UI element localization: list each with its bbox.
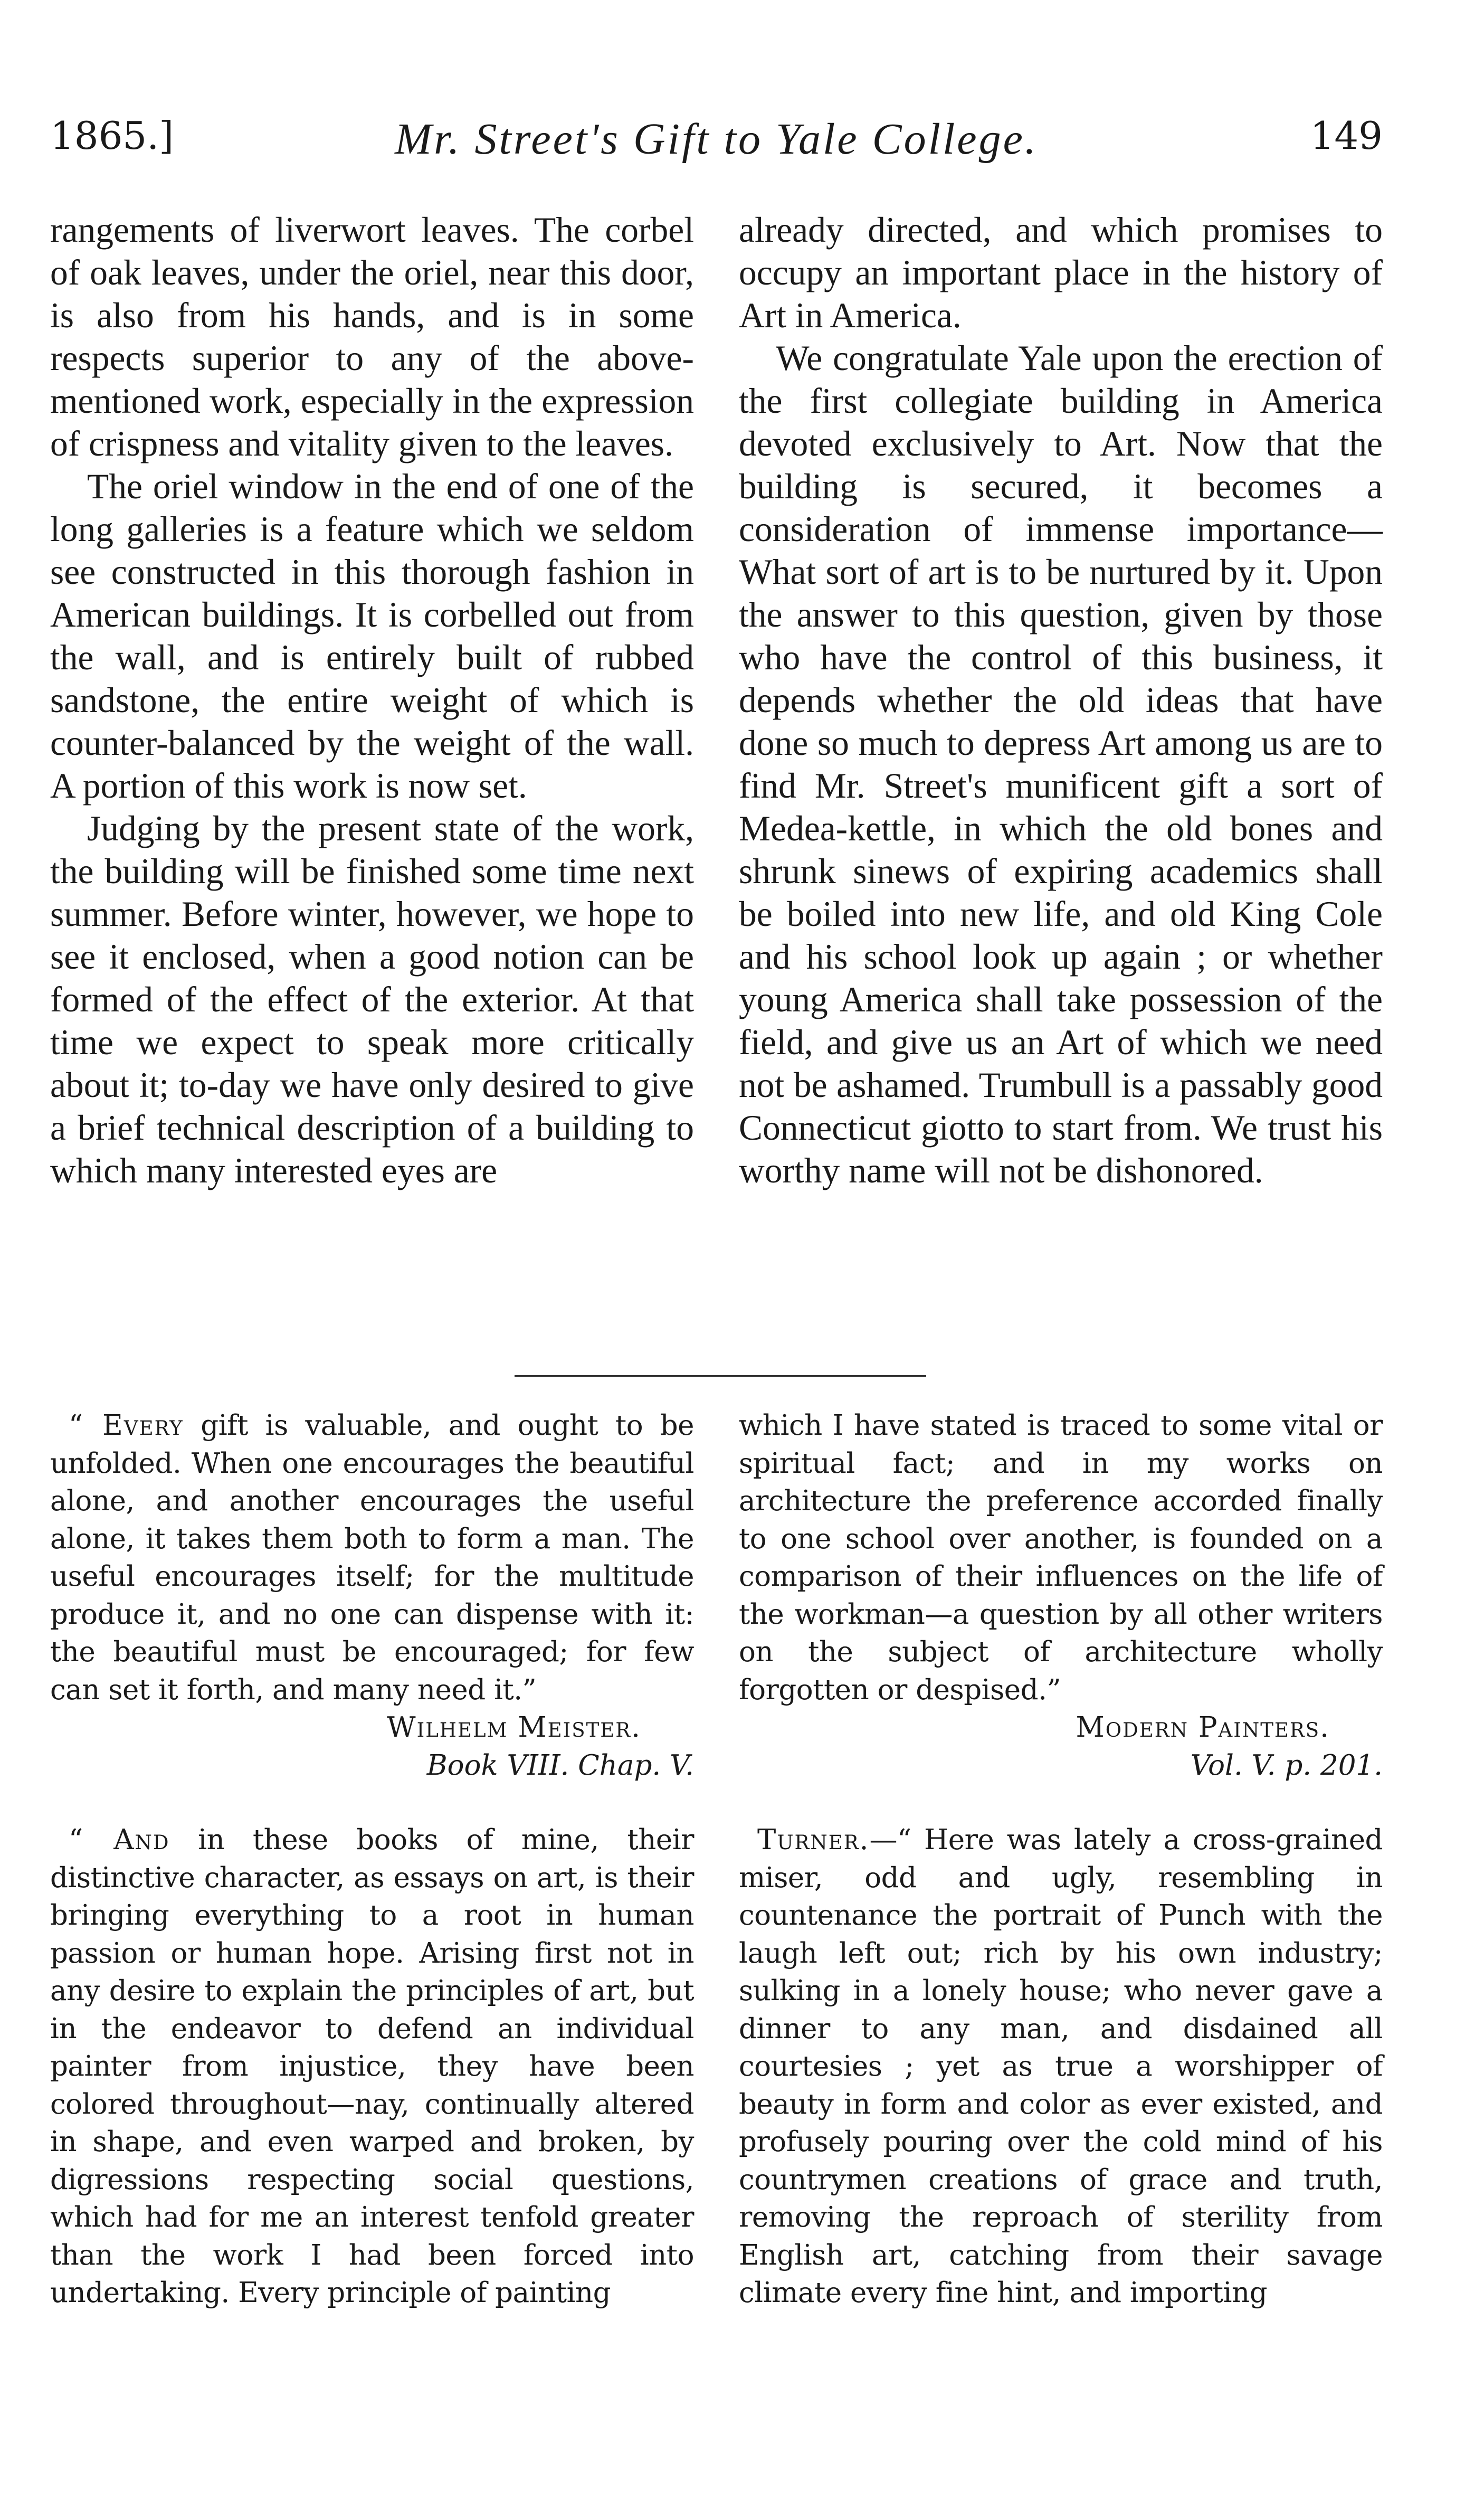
article-paragraph: The oriel window in the end of one of the long galleries is a feature which we seldom see constructed in this thorough fashion in American buildings. It is corbelled out from the wall, and is entirely built of rubbed sandstone, the entire weight of which is counter-balanced by the weight of the wall. A portion of this work is now set. (50, 467, 694, 806)
running-title: Mr. Street's Gift to Yale College. (395, 115, 1038, 164)
quotations-left-column (50, 1407, 694, 2312)
running-head (50, 113, 1383, 164)
quote-lead: “ And (69, 1824, 170, 1856)
page-number: 149 (1310, 113, 1383, 158)
quote-ruskin-continued: which I have stated is traced to some vital or spiritual fact; and in my works on architecture the preference accorded finally to one school over another, is founded on a comparison of their influences on the life of the workman—a question by all other writers on the subject of architecture wholly forgotten or despised.” (739, 1409, 1383, 1706)
quote-attribution (739, 1709, 1383, 1784)
article-paragraph: We congratulate Yale upon the erection of the first collegiate building in America devoted exclusively to Art. Now that the building is secured, it becomes a consideration of immense importance—What sort of art is to be nurtured by it. Upon the answer to this question, given by those who have the control of this business, it depends whether the old ideas that have done so much to depress Art among us are to find Mr. Street's munificent gift a sort of Medea-kettle, in which the old bones and shrunk sinews of expiring academics shall be boiled into new life, and old King Cole and his school look up again ; or whether young America shall take possession of the field, and give us an Art of which we need not be ashamed. Trumbull is a passably good Connecticut giotto to start from. We trust his worthy name will not be dishonored. (739, 338, 1383, 1190)
journal-page (50, 113, 1383, 2473)
issue-year: 1865.] (50, 113, 174, 158)
quote-meister (50, 1407, 694, 1709)
quotations-right-column (739, 1407, 1383, 2312)
quote-lead: “ Every (69, 1409, 184, 1442)
article-right-column (739, 209, 1383, 1192)
attribution-reference: Book VIII. Chap. V. (426, 1749, 694, 1782)
section-divider (515, 1375, 926, 1377)
article-paragraph: rangements of liverwort leaves. The corbel of oak leaves, under the oriel, near this door, is also from his hands, and is in some respects superior to any of the above-mentioned work, especially in the expression of crispness and vitality given to the leaves. (50, 210, 694, 463)
quote-ruskin (50, 1821, 694, 2312)
attribution-source: Modern Painters. (1076, 1711, 1330, 1744)
quote-text: —“ Here was lately a cross-grained miser, odd and ugly, resembling in countenance the portrait of Punch with the laugh left out; rich by his own industry; sulking in a lonely house; who never gave a dinner to any man, and disdained all courtesies ; yet as true a worshipper of beauty in form and color as ever existed, and profusely pouring over the cold mind of his countrymen creations of grace and truth, removing the reproach of sterility from English art, catching from their savage climate every fine hint, and importing (739, 1824, 1383, 2309)
article-left-column (50, 209, 694, 1192)
quote-text: gift is valuable, and ought to be unfolded. When one encourages the beautiful alone, and another encourages the useful alone, it takes them both to form a man. The useful encourages itself; for the multitude produce it, and no one can dispense with it: the beautiful must be encouraged; for few can set it forth, and many need it.” (50, 1409, 694, 1706)
attribution-source: Wilhelm Meister. (387, 1711, 641, 1744)
quote-turner (739, 1821, 1383, 2312)
quote-attribution (50, 1709, 694, 1784)
quote-text: in these books of mine, their distinctive character, as essays on art, is their bringing everything to a root in human passion or human hope. Arising first not in any desire to explain the principles of art, but in the endeavor to defend an individual painter from injustice, they have been colored throughout—nay, continually altered in shape, and even warped and broken, by digressions respecting social questions, which had for me an interest tenfold greater than the work I had been forced into undertaking. Every principle of painting (50, 1824, 694, 2309)
quote-lead: Turner. (757, 1824, 870, 1856)
article-paragraph: already directed, and which promises to occupy an important place in the history of Art in America. (739, 210, 1383, 335)
article-paragraph: Judging by the present state of the work, the building will be finished some time next summer. Before winter, however, we hope to see it enclosed, when a good notion can be formed of the effect of the exterior. At that time we expect to speak more critically about it; to-day we have only desired to give a brief technical description of a building to which many interested eyes are (50, 809, 694, 1190)
attribution-reference: Vol. V. p. 201. (1190, 1749, 1383, 1782)
